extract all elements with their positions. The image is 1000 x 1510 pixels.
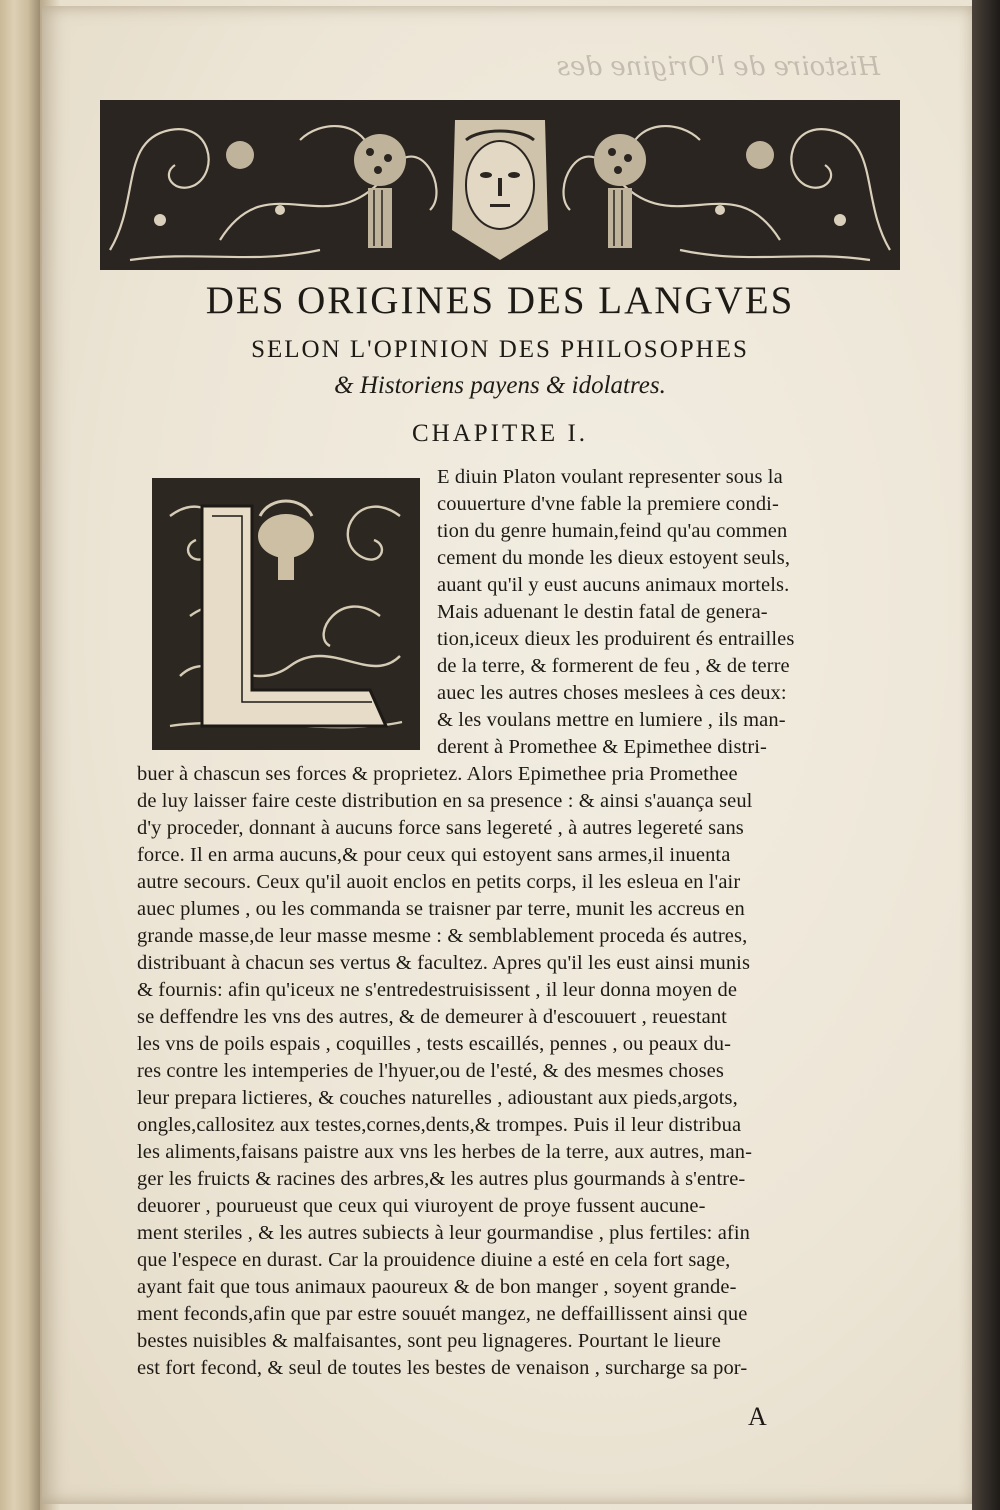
bleed-through-text: Histoire de l'Origine des [556,52,880,82]
body-line: ment feconds,afin que par estre souuét mangez, ne deffaillissent ainsi que [137,1303,748,1325]
body-line: res contre les intemperies de l'hyuer,ou de l'esté, & des mesmes choses [137,1060,724,1082]
body-line: ment steriles , & les autres subiects à leur gourmandise , plus fertiles: afin [137,1222,750,1244]
body-line: de luy laisser faire ceste distribution en sa presence : & ainsi s'auança seul [137,790,753,812]
body-line: grande masse,de leur masse mesme : & semblablement proceda és autres, [137,925,748,947]
signature-mark: A [748,1402,767,1431]
body-line: ayant fait que tous animaux paoureux & de bon manger , soyent grande- [137,1276,737,1298]
body-line: & les voulans mettre en lumiere , ils man- [437,709,786,731]
background-edge [972,0,1000,1510]
subtitle-line-1: SELON L'OPINION DES PHILOSOPHES [251,336,749,363]
body-line: couuerture d'vne fable la premiere condi- [437,493,779,515]
page-title: DES ORIGINES DES LANGVES [205,279,795,322]
body-line: de la terre, & formerent de feu , & de terre [437,655,790,677]
body-line: est fort fecond, & seul de toutes les bestes de venaison , surcharge sa por- [137,1357,748,1379]
body-line: buer à chascun ses forces & proprietez. Alors Epimethee pria Promethee [137,763,738,785]
body-line: d'y proceder, donnant à aucuns force sans legereté , à autres legereté sans [137,817,744,839]
body-line: tion,iceux dieux les produirent és entrailles [437,628,795,650]
body-line: bestes nuisibles & malfaisantes, sont peu lignageres. Pourtant le lieure [137,1330,721,1352]
body-line: les aliments,faisans paistre aux vns les herbes de la terre, aux autres, man- [137,1141,753,1163]
body-line: ger les fruicts & racines des arbres,& les autres plus gourmands à s'entre- [137,1168,746,1190]
body-line: se deffendre les vns des autres, & de demeurer à d'escouuert , reuestant [137,1006,727,1028]
body-line: tion du genre humain,feind qu'au commen [437,520,788,542]
body-line: ongles,callositez aux testes,cornes,dents,& trompes. Puis il leur distribua [137,1114,742,1136]
chapter-heading: CHAPITRE I. [411,420,589,447]
body-line: Mais aduenant le destin fatal de genera- [437,601,768,623]
body-line: deuorer , pourueust que ceux qui viuroyent de proye fussent aucune- [137,1195,706,1217]
body-line: auant qu'il y eust aucuns animaux mortels. [437,574,790,596]
body-line: derent à Promethee & Epimethee distri- [437,736,767,758]
body-line: force. Il en arma aucuns,& pour ceux qui estoyent sans armes,il inuenta [137,844,731,866]
body-line: distribuant à chacun ses vertus & facultez. Apres qu'il les eust ainsi munis [137,952,751,974]
decorated-initial [150,476,422,752]
body-line: auec les autres choses meslees à ces deux: [437,682,787,704]
previous-pages-edge [0,0,40,1510]
body-line: que l'espece en durast. Car la prouidence diuine a esté en cela fort sage, [137,1249,731,1271]
woodcut-headpiece [100,100,900,270]
body-line: auec plumes , ou les commanda se traisner par terre, munit les accreus en [137,898,745,920]
body-line: leur prepara lictieres, & couches naturelles , adioustant aux pieds,argots, [137,1087,738,1109]
body-line: E diuin Platon voulant representer sous la [437,466,783,488]
body-line: autre secours. Ceux qu'il auoit enclos en petits corps, il les esleua en l'air [137,871,741,893]
body-line: & fournis: afin qu'iceux ne s'entredestruisissent , il leur donna moyen de [137,979,738,1001]
subtitle-line-2: & Historiens payens & idolatres. [334,372,666,399]
body-line: cement du monde les dieux estoyent seuls, [437,547,791,569]
body-line: les vns de poils espais , coquilles , tests escaillés, pennes , ou peaux du- [137,1033,732,1055]
